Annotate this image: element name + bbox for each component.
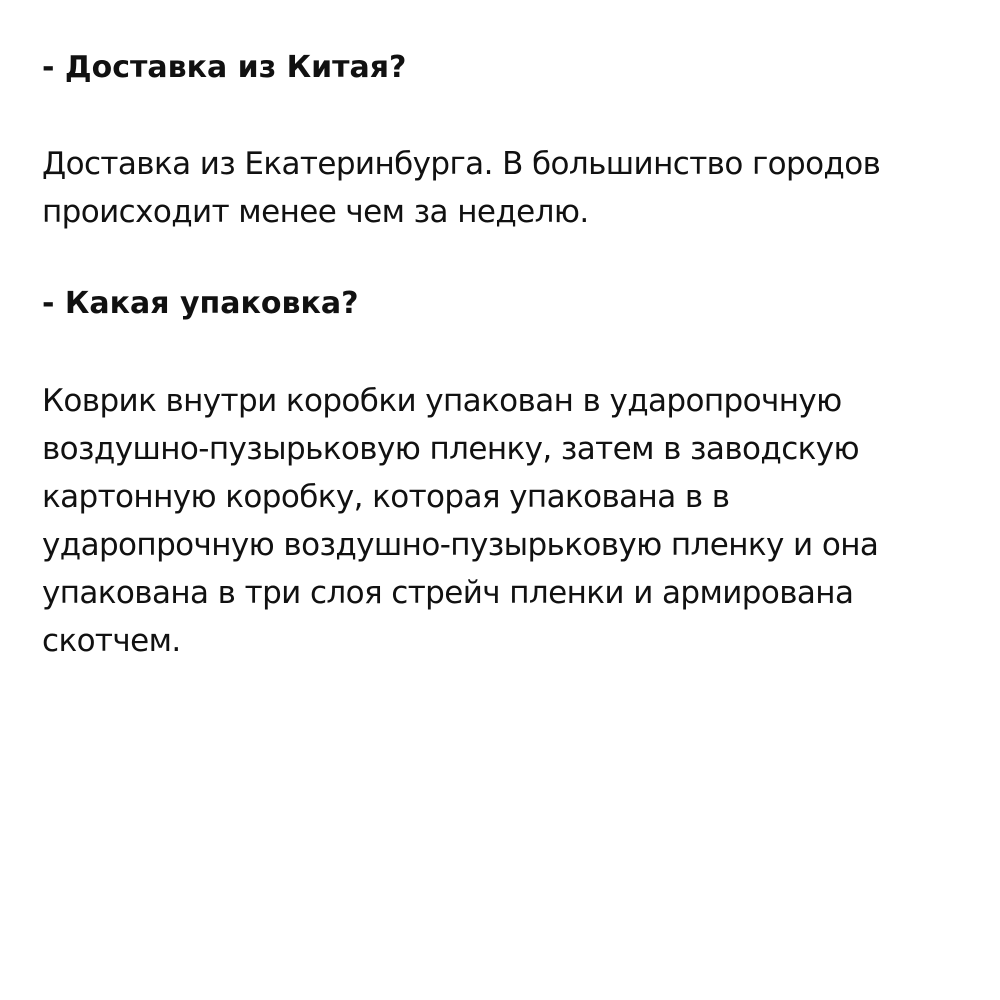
faq-answer-line: Доставка из Екатеринбурга. В большинство городов: [42, 146, 881, 182]
faq-answer-line: скотчем.: [42, 623, 181, 659]
faq-question: - Какая упаковка?: [42, 286, 359, 321]
faq-answer-line: упакована в три слоя стрейч пленки и армирована: [42, 575, 854, 611]
faq-answer-line: картонную коробку, которая упакована в в: [42, 479, 730, 515]
faq-answer-line: воздушно-пузырьковую пленку, затем в заводскую: [42, 431, 859, 467]
faq-answer-line: происходит менее чем за неделю.: [42, 194, 589, 230]
faq-answer-line: Коврик внутри коробки упакован в ударопрочную: [42, 383, 842, 419]
faq-answer-line: ударопрочную воздушно-пузырьковую пленку и она: [42, 527, 879, 563]
faq-answer: [42, 140, 880, 236]
faq-question: - Доставка из Китая?: [42, 50, 407, 85]
faq-answer: [42, 377, 878, 665]
